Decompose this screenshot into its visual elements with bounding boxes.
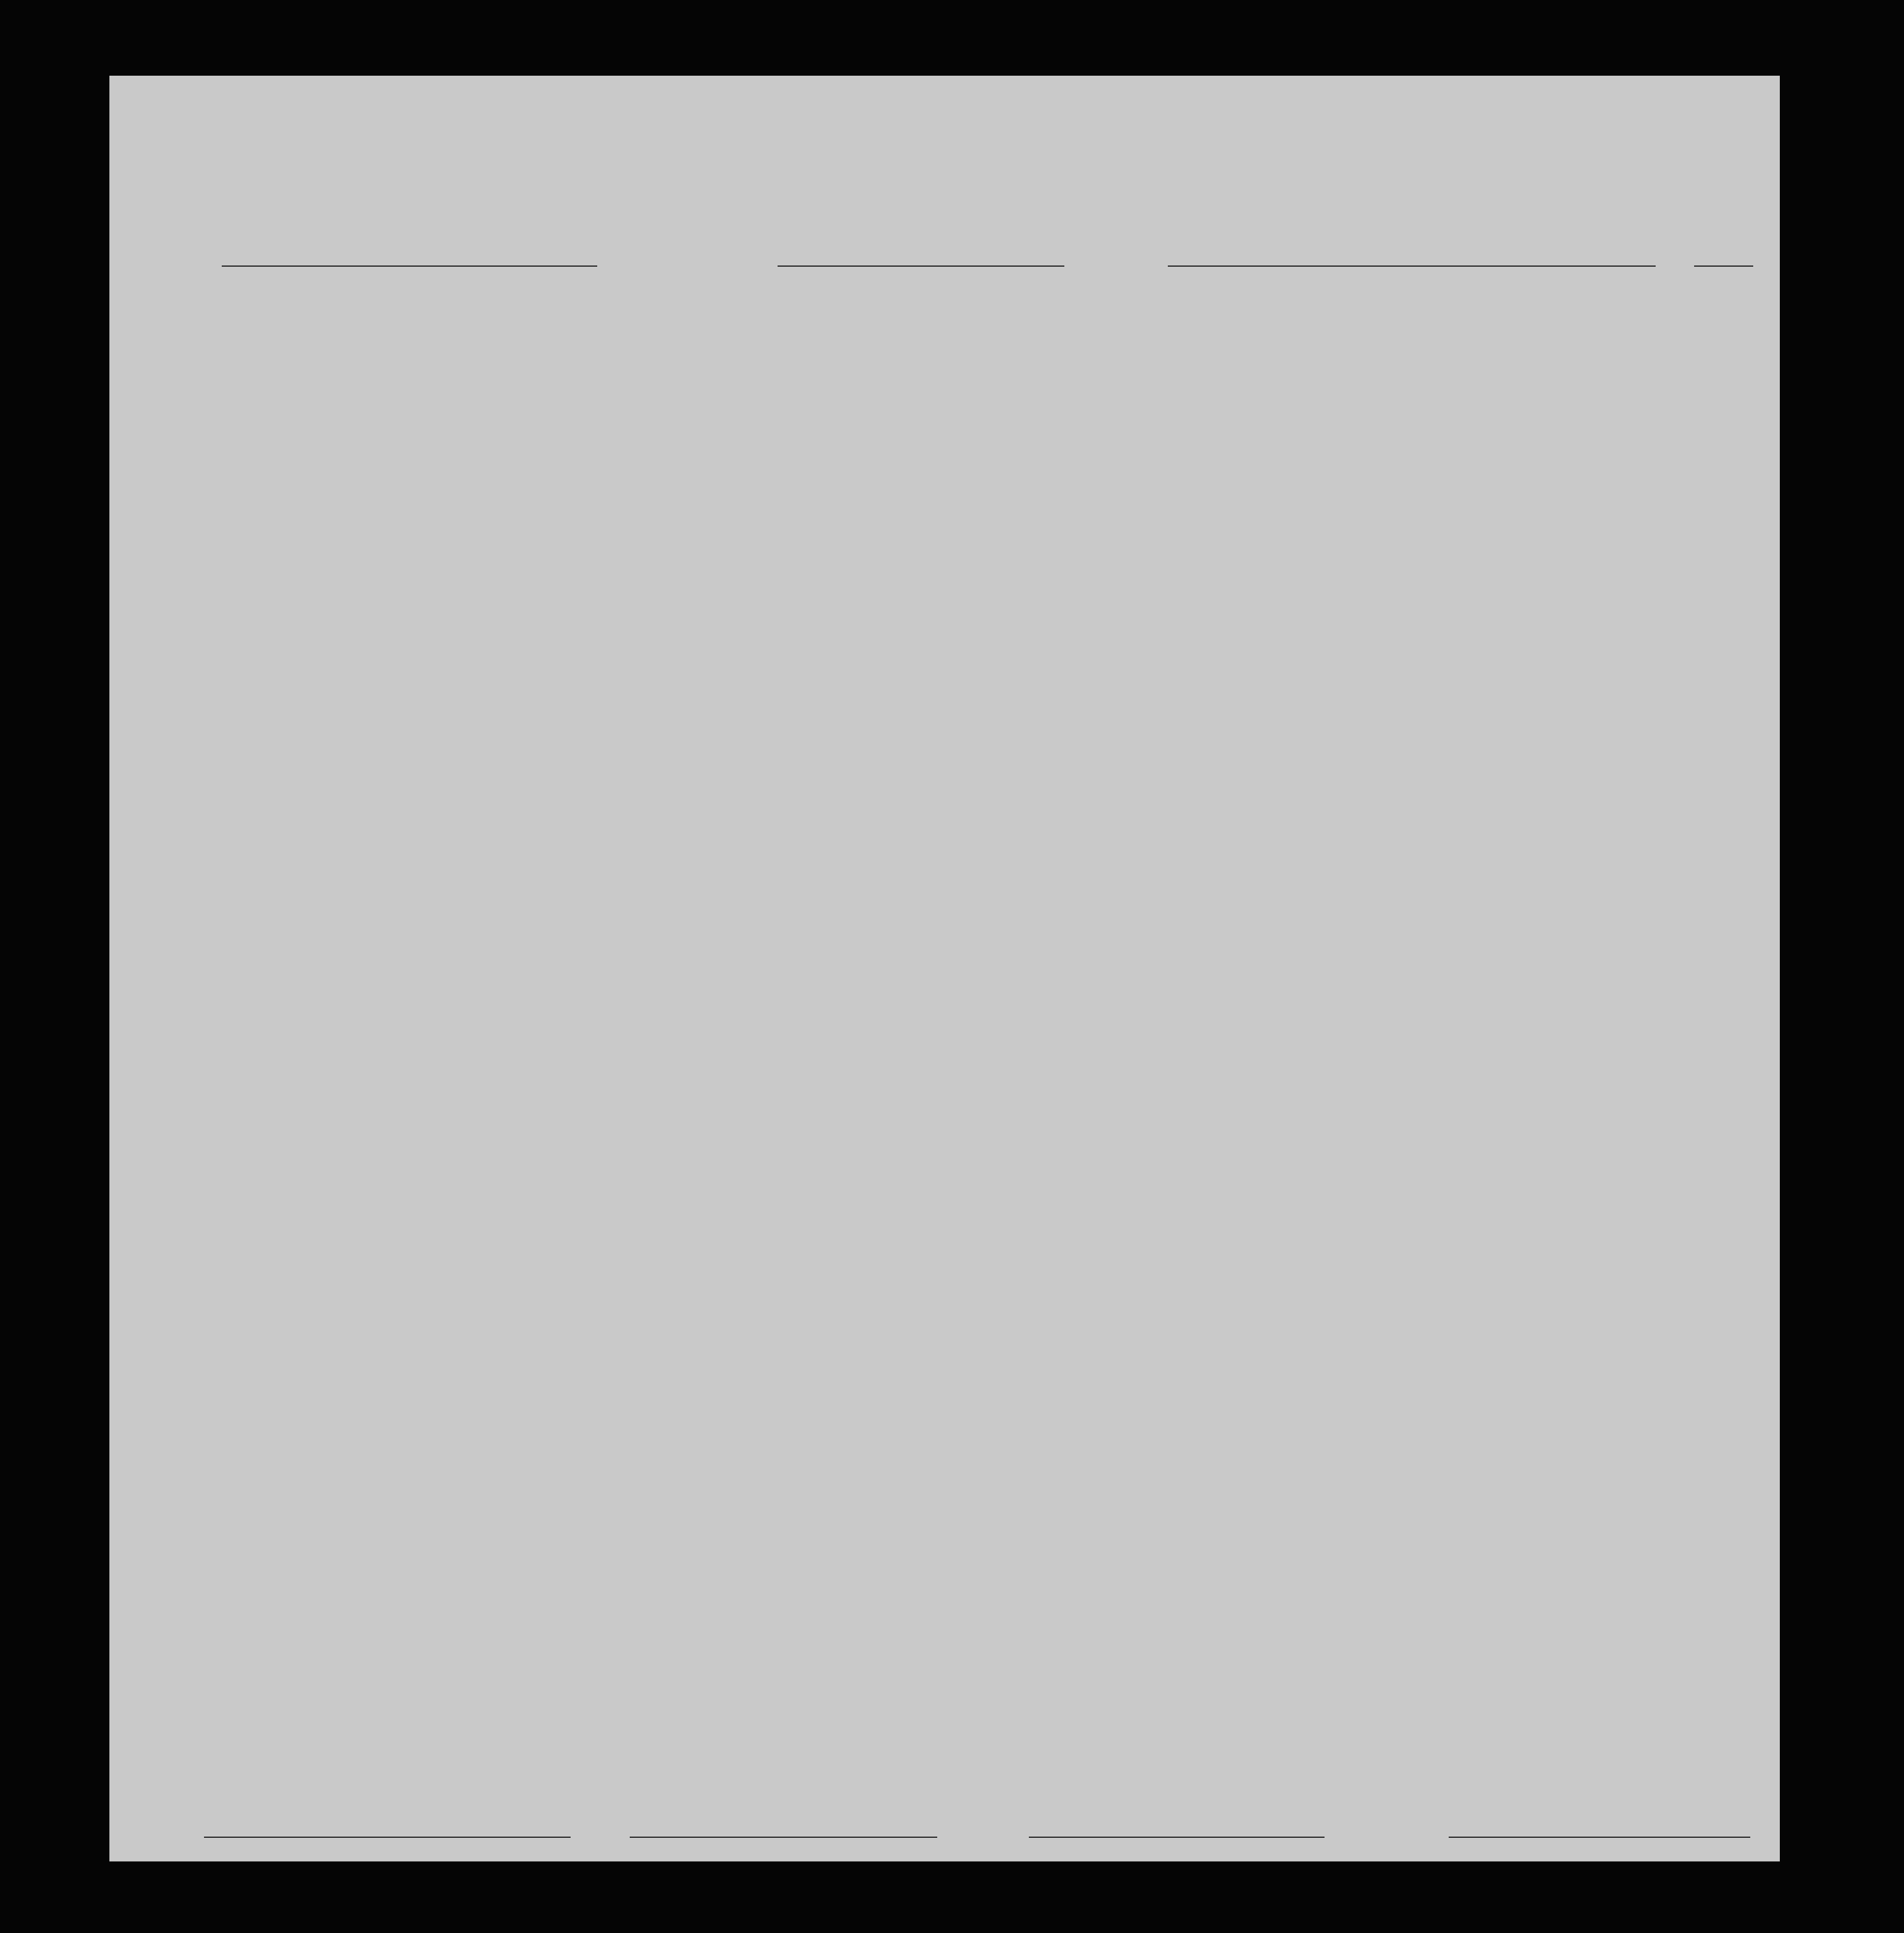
manifest-grid [109, 76, 1780, 1861]
manifest-sheet [109, 76, 1780, 1861]
